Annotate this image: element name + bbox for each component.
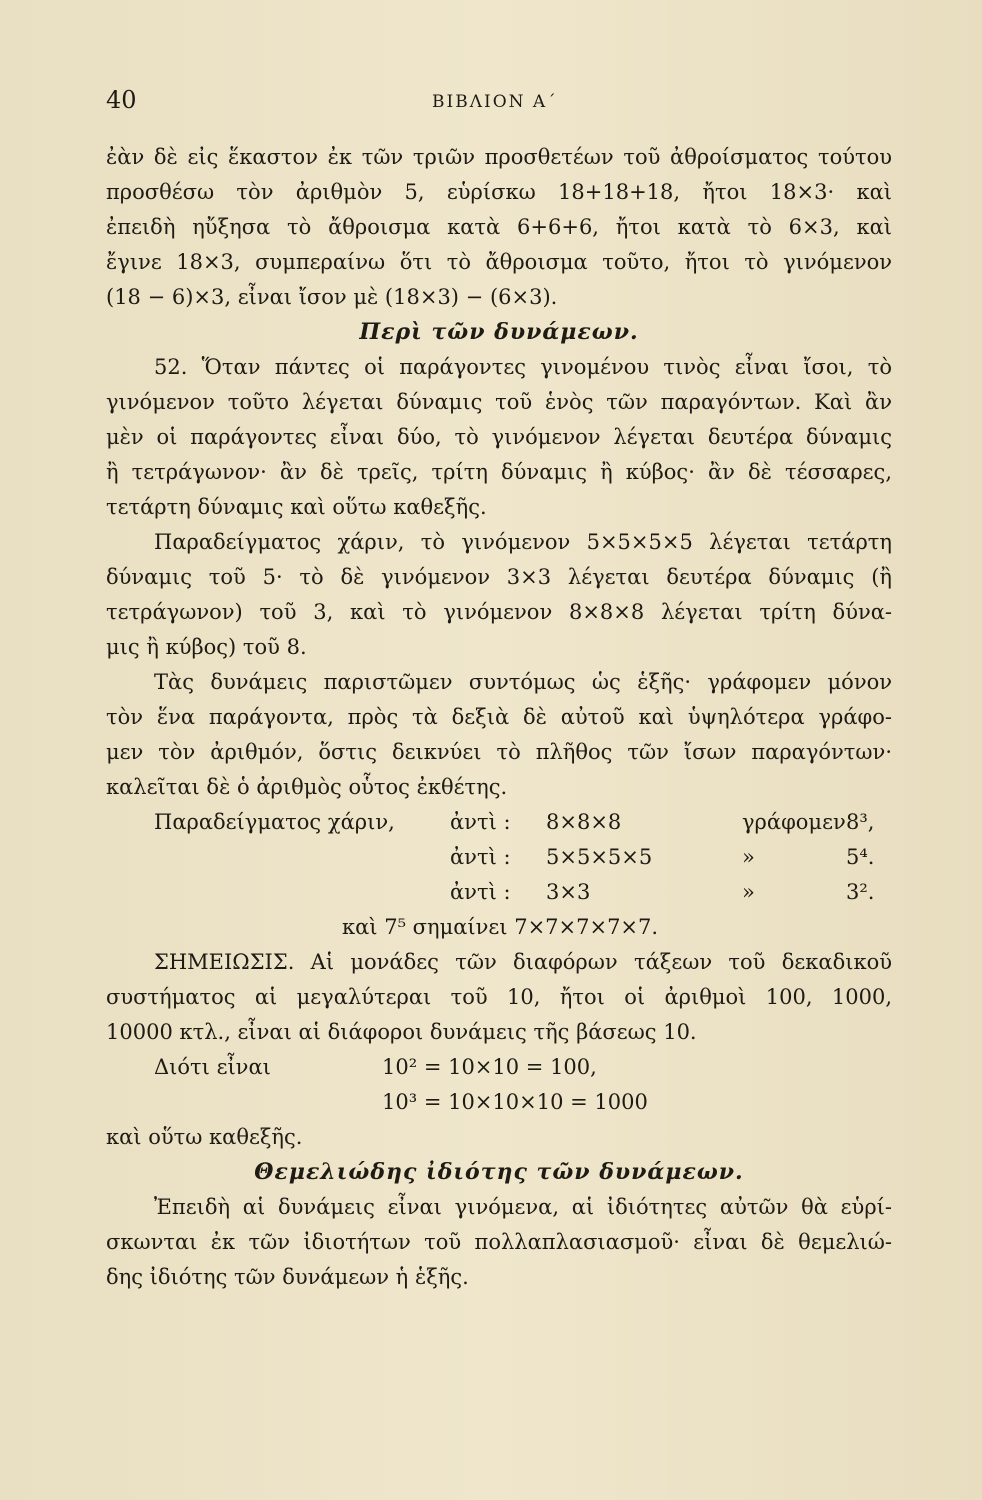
example-row xyxy=(106,910,892,945)
equation-label: Διότι εἶναι xyxy=(154,1055,271,1079)
example-verb: » xyxy=(742,880,755,904)
text-line: καὶ οὕτω καθεξῆς. xyxy=(106,1125,303,1149)
text-line: μὲν οἱ παράγοντες εἶναι δύο, τὸ γινόμενον λέγεται δευτέρα δύναμις xyxy=(106,425,892,449)
running-head: ΒΙΒΛΙΟΝ Α΄ xyxy=(432,92,558,112)
text-line: τετάρτη δύναμις καὶ οὕτω καθεξῆς. xyxy=(106,495,487,519)
text-line: ἢ τετράγωνον· ἂν δὲ τρεῖς, τρίτη δύναμις ἢ κύβος· ἂν δὲ τέσσαρες, xyxy=(106,460,892,484)
example-anti: ἀντὶ : xyxy=(450,880,511,904)
text-line: Ἐπειδὴ αἱ δυνάμεις εἶναι γινόμενα, αἱ ἰδιότητες αὐτῶν θὰ εὑρί- xyxy=(154,1195,892,1219)
section-heading: Περὶ τῶν δυνάμεων. xyxy=(359,319,639,345)
text-line: 52. Ὅταν πάντες οἱ παράγοντες γινομένου τινὸς εἶναι ἴσοι, τὸ xyxy=(154,355,892,379)
page-number: 40 xyxy=(106,86,137,114)
text-line: τὸν ἕνα παράγοντα, πρὸς τὰ δεξιὰ δὲ αὐτοῦ καὶ ὑψηλότερα γράφο- xyxy=(106,705,892,729)
text-line: (18 − 6)×3, εἶναι ἴσον μὲ (18×3) − (6×3). xyxy=(106,285,558,309)
section-heading: Θεμελιώδης ἰδιότης τῶν δυνάμεων. xyxy=(254,1159,744,1185)
text-line: δύναμις τοῦ 5· τὸ δὲ γινόμενον 3×3 λέγεται δευτέρα δύναμις (ἢ xyxy=(106,565,892,589)
example-expr: 5×5×5×5 xyxy=(546,845,653,869)
text-line: ἐὰν δὲ εἰς ἕκαστον ἐκ τῶν τριῶν προσθετέων τοῦ ἀθροίσματος τούτου xyxy=(106,145,892,169)
example-verb: » xyxy=(742,845,755,869)
text-line: ΣΗΜΕΙΩΣΙΣ. Αἱ μονάδες τῶν διαφόρων τάξεων τοῦ δεκαδικοῦ xyxy=(154,950,892,974)
example-result: 3². xyxy=(846,880,875,904)
equation-row xyxy=(106,1085,892,1120)
text-line: σκωνται ἐκ τῶν ἰδιοτήτων τοῦ πολλαπλασιασμοῦ· εἶναι δὲ θεμελιώ- xyxy=(106,1230,892,1254)
equation-row xyxy=(106,1050,892,1085)
example-row xyxy=(106,840,892,875)
example-result: 8³, xyxy=(846,810,875,834)
text-line: Τὰς δυνάμεις παριστῶμεν συντόμως ὡς ἑξῆς· γράφομεν μόνον xyxy=(154,670,892,694)
example-expr: 3×3 xyxy=(546,880,591,904)
example-verb: γράφομεν xyxy=(742,810,846,834)
equation: 10³ = 10×10×10 = 1000 xyxy=(382,1090,648,1114)
example-result: 5⁴. xyxy=(846,845,875,869)
page-header xyxy=(0,86,982,116)
example-row xyxy=(106,875,892,910)
example-lead: Παραδείγματος χάριν, xyxy=(154,810,395,834)
equation: 10² = 10×10 = 100, xyxy=(382,1055,597,1079)
text-line: 10000 κτλ., εἶναι αἱ διάφοροι δυνάμεις τῆς βάσεως 10. xyxy=(106,1020,697,1044)
text-line: μεν τὸν ἀριθμόν, ὅστις δεικνύει τὸ πλῆθος τῶν ἴσων παραγόντων· xyxy=(106,740,892,764)
text-line: γινόμενον τοῦτο λέγεται δύναμις τοῦ ἑνὸς τῶν παραγόντων. Καὶ ἂν xyxy=(106,390,892,414)
text-line: τετράγωνον) τοῦ 3, καὶ τὸ γινόμενον 8×8×8 λέγεται τρίτη δύνα- xyxy=(106,600,892,624)
example-expr: 8×8×8 xyxy=(546,810,622,834)
example-row xyxy=(106,805,892,840)
text-line: προσθέσω τὸν ἀριθμὸν 5, εὑρίσκω 18+18+18, ἤτοι 18×3· καὶ xyxy=(106,180,892,204)
power-seven-line: καὶ 7⁵ σημαίνει 7×7×7×7×7. xyxy=(342,915,659,939)
body-text xyxy=(106,140,892,1295)
text-line: ἔγινε 18×3, συμπεραίνω ὅτι τὸ ἄθροισμα τοῦτο, ἤτοι τὸ γινόμενον xyxy=(106,250,892,274)
text-line: ἐπειδὴ ηὔξησα τὸ ἄθροισμα κατὰ 6+6+6, ἤτοι κατὰ τὸ 6×3, καὶ xyxy=(106,215,892,239)
text-line: καλεῖται δὲ ὁ ἀριθμὸς οὗτος ἐκθέτης. xyxy=(106,775,508,799)
example-anti: ἀντὶ : xyxy=(450,845,511,869)
text-line: συστήματος αἱ μεγαλύτεραι τοῦ 10, ἤτοι οἱ ἀριθμοὶ 100, 1000, xyxy=(106,985,892,1009)
example-anti: ἀντὶ : xyxy=(450,810,511,834)
text-line: δης ἰδιότης τῶν δυνάμεων ἡ ἑξῆς. xyxy=(106,1265,469,1289)
text-line: μις ἢ κύβος) τοῦ 8. xyxy=(106,635,307,659)
text-line: Παραδείγματος χάριν, τὸ γινόμενον 5×5×5×5 λέγεται τετάρτη xyxy=(154,530,892,554)
